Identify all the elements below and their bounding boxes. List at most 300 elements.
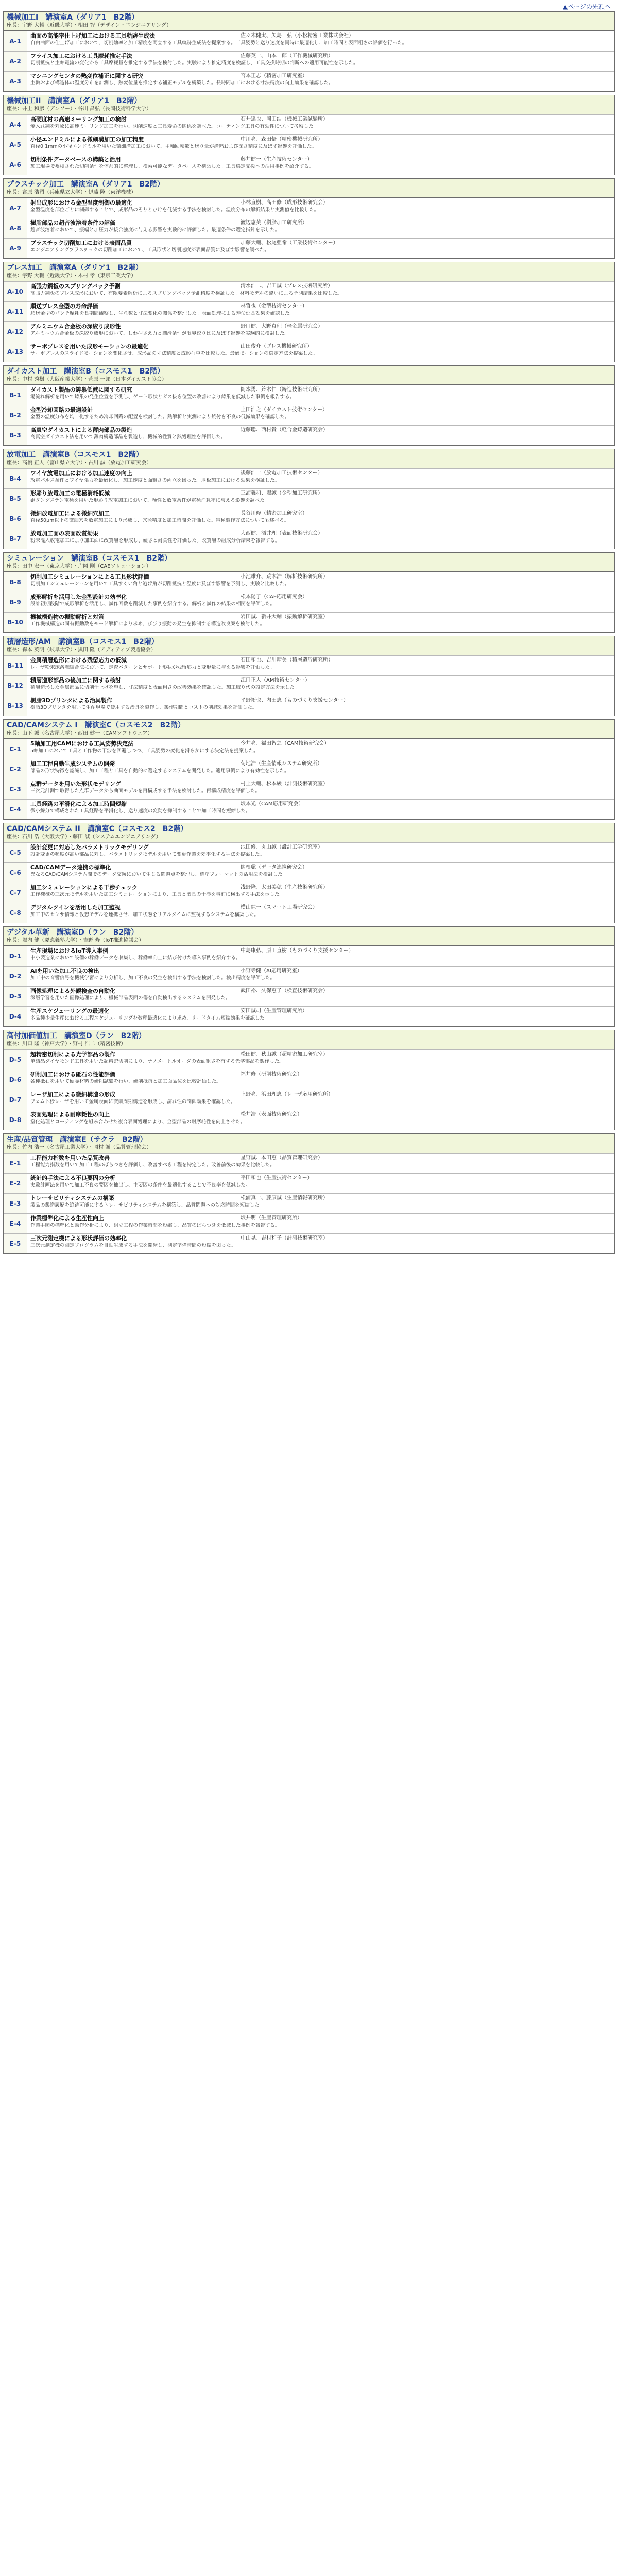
presentation-authors: 上野亮、浜田理恵（レーザ応用研究所） bbox=[241, 1092, 333, 1097]
presentation-title: 微細放電加工による微細穴加工 bbox=[30, 510, 110, 517]
presentation-number: E-5 bbox=[4, 1234, 27, 1253]
presentation-authors: 坂本光（CAM応用研究会） bbox=[241, 801, 304, 807]
presentation-row bbox=[4, 1153, 614, 1173]
presentation-body bbox=[27, 1050, 614, 1070]
presentation-body bbox=[27, 779, 614, 799]
presentation-authors: 野口健、大野真理（軽金属研究会） bbox=[241, 324, 323, 329]
presentation-abstract: 実験計画法を用いて加工不良の要因を抽出し、主要因の条件を最適化することで不良率を低減した。 bbox=[30, 1182, 251, 1188]
presentation-body bbox=[27, 1070, 614, 1090]
presentation-heading bbox=[30, 73, 611, 80]
session-header bbox=[4, 1030, 614, 1049]
session-block bbox=[3, 262, 615, 362]
presentation-authors: 三浦義和、堀誠（金型加工研究所） bbox=[241, 490, 323, 496]
presentation-abstract: 設計初期段階で成形解析を活用し、試作回数を削減した事例を紹介する。解析と試作の結果の相関を評価した。 bbox=[30, 601, 276, 607]
presentation-row bbox=[4, 71, 614, 91]
presentation-heading bbox=[30, 427, 611, 434]
presentation-body bbox=[27, 967, 614, 986]
session-title: ダイカスト加工 講演室B（コスモス1 B2階） bbox=[7, 367, 165, 376]
presentation-heading bbox=[30, 470, 611, 477]
presentation-number: A-10 bbox=[4, 282, 27, 301]
presentation-row bbox=[4, 218, 614, 238]
presentation-authors: 中島康弘、原田直樹（ものづくり支援センター） bbox=[241, 948, 354, 954]
presentation-number: A-11 bbox=[4, 302, 27, 321]
session-list bbox=[3, 11, 615, 1254]
presentation-row bbox=[4, 405, 614, 425]
session-title: CAD/CAMシステム II 講演室C（コスモス2 B2階） bbox=[7, 825, 188, 833]
presentation-authors: 佐々木健太、矢島一弘（小松精密工業株式会社） bbox=[241, 33, 354, 39]
presentation-title: AIを用いた加工不良の検出 bbox=[30, 968, 99, 974]
presentation-abstract: 加工中のセンサ情報と仮想モデルを連携させ、加工状態をリアルタイムに監視するシステムを構築した。 bbox=[30, 912, 259, 918]
presentation-abstract: 深層学習を用いた画像処理により、機械部品表面の傷を自動検出するシステムを開発した。 bbox=[30, 995, 231, 1001]
session-title: プレス加工 講演室A（ダリア1 B2階） bbox=[7, 264, 143, 272]
presentation-body bbox=[27, 385, 614, 405]
presentation-body bbox=[27, 800, 614, 819]
presentation-abstract: 各種砥石を用いて硬脆材料の研削試験を行い、研削抵抗と加工面品位を比較評価した。 bbox=[30, 1079, 221, 1084]
presentation-body bbox=[27, 198, 614, 218]
session-chair: 座長：森本 英明（岐阜大学）・黒田 隆（アディティブ製造協会） bbox=[7, 647, 156, 653]
presentation-number: B-3 bbox=[4, 426, 27, 445]
back-to-top-link[interactable]: ▲ページの先頭へ bbox=[563, 3, 611, 10]
presentation-title: 金属積層造形における残留応力の低減 bbox=[30, 657, 127, 664]
presentation-row bbox=[4, 966, 614, 986]
presentation-heading bbox=[30, 884, 611, 891]
session-block bbox=[3, 823, 615, 923]
session-block bbox=[3, 926, 615, 1027]
presentation-heading bbox=[30, 594, 611, 601]
presentation-number: C-7 bbox=[4, 883, 27, 903]
presentation-authors: 大西健、酒井理（表面技術研究会） bbox=[241, 531, 323, 536]
presentation-abstract: 直径0.1mmの小径エンドミルを用いた微細溝加工において、主軸回転数と送り量が溝幅および深さ精度に及ぼす影響を評価した。 bbox=[30, 144, 317, 149]
presentation-abstract: 作業手順の標準化と動作分析により、組立工程の作業時間を短縮し、品質のばらつきを低減した事例を報告する。 bbox=[30, 1223, 280, 1228]
presentation-body bbox=[27, 135, 614, 155]
presentation-row bbox=[4, 759, 614, 779]
presentation-body bbox=[27, 1214, 614, 1233]
presentation-number: A-8 bbox=[4, 218, 27, 238]
presentation-body bbox=[27, 322, 614, 342]
session-block bbox=[3, 95, 615, 175]
presentation-number: D-3 bbox=[4, 987, 27, 1006]
session-title: 放電加工 講演室B（コスモス1 B2階） bbox=[7, 451, 143, 459]
presentation-number: B-6 bbox=[4, 509, 27, 529]
session-header bbox=[4, 720, 614, 739]
presentation-heading bbox=[30, 510, 611, 517]
presentation-title: 工具経路の平滑化による加工時間短縮 bbox=[30, 801, 127, 807]
presentation-number: B-13 bbox=[4, 696, 27, 716]
presentation-number: B-7 bbox=[4, 529, 27, 549]
session-header bbox=[4, 927, 614, 946]
presentation-title: 切削加工シミュレーションによる工具形状評価 bbox=[30, 573, 149, 580]
presentation-abstract: 積層造形した金属部品に切削仕上げを施し、寸法精度と表面粗さの改善効果を確認した。加工取り代の設定方法を示した。 bbox=[30, 685, 300, 690]
presentation-number: E-1 bbox=[4, 1154, 27, 1173]
presentation-row bbox=[4, 612, 614, 632]
presentation-body bbox=[27, 239, 614, 258]
presentation-row bbox=[4, 114, 614, 134]
presentation-heading bbox=[30, 199, 611, 207]
presentation-row bbox=[4, 1193, 614, 1213]
session-header bbox=[4, 823, 614, 842]
presentation-authors: 松浦真一、藤原誠（生産情報研究所） bbox=[241, 1195, 328, 1201]
presentation-abstract: 工程能力指数を用いて加工工程のばらつきを評価し、改善すべき工程を特定した。改善前後の効果を比較した。 bbox=[30, 1162, 275, 1168]
presentation-authors: 安田誠司（生産管理研究所） bbox=[241, 1008, 307, 1014]
presentation-title: 研削加工における砥石の性能評価 bbox=[30, 1071, 115, 1078]
presentation-body bbox=[27, 529, 614, 549]
session-header bbox=[4, 366, 614, 385]
presentation-title: 加工工程自動生成システムの開発 bbox=[30, 760, 115, 767]
presentation-heading bbox=[30, 136, 611, 143]
session-block bbox=[3, 1030, 615, 1130]
presentation-body bbox=[27, 52, 614, 71]
presentation-abstract: 工作機械構造の固有振動数をモード解析により求め、びびり振動の発生を抑制する構造改良案を検討した。 bbox=[30, 621, 265, 627]
session-title: 生産/品質管理 講演室E（サクラ B2階） bbox=[7, 1136, 147, 1144]
presentation-authors: 小野寺健（AI応用研究室） bbox=[241, 968, 302, 974]
presentation-abstract: 設計変更の頻度が高い部品に対し、パラメトリックモデルを用いて変更作業を効率化する手法を提案した。 bbox=[30, 852, 265, 857]
presentation-title: 超精密切削による光学部品の製作 bbox=[30, 1051, 115, 1058]
presentation-authors: 坂井明（生産管理研究所） bbox=[241, 1215, 302, 1221]
presentation-heading bbox=[30, 406, 611, 414]
session-title: デジタル革新 講演室D（ラン B2階） bbox=[7, 928, 139, 937]
session-chair: 座長：宇野 大輔（近畿大学）・木村 孝（東京工業大学） bbox=[7, 273, 136, 279]
presentation-authors: 今井亮、福田智之（CAM技術研究会） bbox=[241, 741, 330, 747]
presentation-title: 金型冷却回路の最適設計 bbox=[30, 406, 93, 413]
presentation-authors: 林哲也（金型技術センター） bbox=[241, 303, 307, 309]
presentation-number: D-6 bbox=[4, 1070, 27, 1090]
presentation-authors: 岩田誠、新井大輔（振動解析研究室） bbox=[241, 614, 328, 620]
presentation-row bbox=[4, 321, 614, 342]
presentation-heading bbox=[30, 801, 611, 808]
presentation-heading bbox=[30, 677, 611, 684]
presentation-heading bbox=[30, 1215, 611, 1222]
presentation-heading bbox=[30, 760, 611, 768]
presentation-heading bbox=[30, 1235, 611, 1242]
presentation-body bbox=[27, 676, 614, 696]
presentation-abstract: 放電パルス条件とワイヤ張力を最適化し、加工速度と面粗さの両立を図った。厚板加工における効果を検証した。 bbox=[30, 478, 280, 483]
presentation-row bbox=[4, 842, 614, 862]
presentation-number: A-13 bbox=[4, 342, 27, 362]
presentation-abstract: 湯流れ解析を用いて鋳巣の発生位置を予測し、ゲート形状とガス抜き位置の改善により鋳巣を低減した事例を報告する。 bbox=[30, 394, 295, 400]
session-title: プラスチック加工 講演室A（ダリア1 B2階） bbox=[7, 180, 164, 189]
presentation-abstract: 加工中の音響信号を機械学習により分析し、加工不良の発生を検出する手法を検討した。検出精度を評価した。 bbox=[30, 975, 276, 981]
presentation-heading bbox=[30, 1155, 611, 1162]
session-block bbox=[3, 636, 615, 716]
presentation-authors: 関根聡（データ連携研究会） bbox=[241, 865, 307, 870]
presentation-number: A-7 bbox=[4, 198, 27, 218]
session-chair: 座長：堀内 健（慶應義塾大学）・吉野 修（IoT推進協議会） bbox=[7, 938, 144, 943]
presentation-body bbox=[27, 489, 614, 509]
presentation-abstract: 三次元計測で取得した点群データから曲面モデルを再構成する手法を検討した。再構成精度を評価した。 bbox=[30, 788, 261, 794]
presentation-body bbox=[27, 572, 614, 592]
session-header bbox=[4, 449, 614, 468]
session-block bbox=[3, 719, 615, 820]
presentation-title: サーボプレスを用いた成形モーションの最適化 bbox=[30, 343, 149, 350]
presentation-heading bbox=[30, 968, 611, 975]
presentation-heading bbox=[30, 116, 611, 123]
session-header bbox=[4, 636, 614, 655]
presentation-heading bbox=[30, 947, 611, 955]
presentation-row bbox=[4, 342, 614, 362]
presentation-body bbox=[27, 1090, 614, 1110]
presentation-title: 生産現場におけるIoT導入事例 bbox=[30, 947, 109, 954]
session-header bbox=[4, 1134, 614, 1153]
presentation-heading bbox=[30, 1051, 611, 1058]
presentation-abstract: 多品種少量生産における工程スケジューリングを数理最適化により求め、リードタイム短縮効果を確認した。 bbox=[30, 1015, 270, 1021]
presentation-heading bbox=[30, 386, 611, 394]
presentation-abstract: 直径50μm以下の微細穴を放電加工により形成し、穴径精度と加工時間を評価した。電極製作方法についても述べる。 bbox=[30, 518, 289, 523]
presentation-row bbox=[4, 1049, 614, 1070]
presentation-number: B-4 bbox=[4, 469, 27, 488]
presentation-row bbox=[4, 655, 614, 675]
presentation-abstract: エンジニアリングプラスチックの切削加工において、工具形状と切削速度が表面品質に及ぼす影響を調べた。 bbox=[30, 247, 269, 253]
presentation-body bbox=[27, 946, 614, 966]
session-title: CAD/CAMシステム I 講演室C（コスモス2 B2階） bbox=[7, 721, 185, 730]
presentation-row bbox=[4, 1090, 614, 1110]
session-chair: 座長：田中 宏一（東京大学）・片岡 剛（CAEソリューション） bbox=[7, 564, 151, 569]
presentation-title: 射出成形における金型温度制御の最適化 bbox=[30, 199, 132, 206]
presentation-authors: 横山純一（スマート工場研究会） bbox=[241, 905, 318, 910]
presentation-authors: 石井達也、岡田浩（機械工業試験所） bbox=[241, 116, 328, 122]
presentation-authors: 岡本勇、鈴木仁（鋳造技術研究所） bbox=[241, 387, 323, 393]
presentation-abstract: アルミニウム合金板の深絞り成形において、しわ押さえ力と潤滑条件が限界絞り比に及ぼす影響を実験的に検討した。 bbox=[30, 331, 289, 336]
presentation-number: E-3 bbox=[4, 1194, 27, 1213]
presentation-abstract: 5軸加工において工具と工作物の干渉を回避しつつ、工具姿勢の変化を滑らかにする決定法を提案した。 bbox=[30, 748, 259, 754]
presentation-title: 積層造形部品の後加工に関する検討 bbox=[30, 677, 121, 684]
presentation-authors: 石田和也、吉川晴美（積層造形研究所） bbox=[241, 657, 333, 663]
presentation-body bbox=[27, 656, 614, 675]
presentation-body bbox=[27, 405, 614, 425]
presentation-row bbox=[4, 1006, 614, 1026]
presentation-number: B-1 bbox=[4, 385, 27, 405]
presentation-number: C-4 bbox=[4, 800, 27, 819]
presentation-body bbox=[27, 342, 614, 362]
presentation-abstract: レーザ粉末床溶融結合法において、走査パターンとサポート形状が残留応力と変形量に与える影響を評価した。 bbox=[30, 665, 275, 670]
presentation-authors: 武田裕、久保恵子（検査技術研究会） bbox=[241, 988, 328, 994]
presentation-row bbox=[4, 31, 614, 51]
presentation-row bbox=[4, 155, 614, 175]
presentation-title: 工程能力指数を用いた品質改善 bbox=[30, 1155, 110, 1161]
presentation-number: B-10 bbox=[4, 613, 27, 632]
presentation-title: 高張力鋼板のスプリングバック予測 bbox=[30, 283, 121, 290]
session-header bbox=[4, 553, 614, 572]
presentation-title: アルミニウム合金板の深絞り成形性 bbox=[30, 323, 121, 330]
presentation-number: A-3 bbox=[4, 72, 27, 91]
presentation-row bbox=[4, 986, 614, 1006]
presentation-heading bbox=[30, 32, 611, 40]
presentation-authors: 平田和也（生産技術センター） bbox=[241, 1175, 313, 1181]
presentation-body bbox=[27, 1007, 614, 1026]
presentation-row bbox=[4, 134, 614, 155]
presentation-authors: 小林直樹、高田修（成形技術研究会） bbox=[241, 200, 328, 206]
presentation-title: 5軸加工用CAMにおける工具姿勢決定法 bbox=[30, 740, 134, 747]
presentation-number: E-2 bbox=[4, 1174, 27, 1193]
presentation-authors: 山田俊介（プレス機械研究所） bbox=[241, 344, 313, 349]
presentation-row bbox=[4, 1213, 614, 1233]
presentation-abstract: 順送金型のパンチ摩耗を長期間観察し、生産数と寸法変化の関係を整理した。表面処理による寿命延長効果を確認した。 bbox=[30, 311, 295, 316]
presentation-abstract: 窒化処理とコーティングを組み合わせた複合表面処理により、金型部品の耐摩耗性を向上させた。 bbox=[30, 1119, 246, 1125]
presentation-number: C-8 bbox=[4, 903, 27, 923]
session-block bbox=[3, 1133, 615, 1254]
presentation-number: A-2 bbox=[4, 52, 27, 71]
presentation-abstract: 加工現場で蓄積された切削条件を体系的に整理し、検索可能なデータベースを構築した。工具選定支援への活用事例を紹介する。 bbox=[30, 164, 314, 170]
presentation-number: B-11 bbox=[4, 656, 27, 675]
presentation-row bbox=[4, 799, 614, 819]
session-chair: 座長：井上 和彦（デンソー）・谷川 昌弘（長岡技術科学大学） bbox=[7, 106, 152, 112]
presentation-number: A-6 bbox=[4, 155, 27, 175]
presentation-row bbox=[4, 1233, 614, 1253]
presentation-authors: 上田浩之（ダイカスト技術センター） bbox=[241, 407, 328, 413]
presentation-heading bbox=[30, 988, 611, 995]
presentation-authors: 中川亮、森田悟（精密機械研究所） bbox=[241, 137, 323, 142]
presentation-row bbox=[4, 1110, 614, 1130]
presentation-title: 放電加工面の表面改質効果 bbox=[30, 530, 98, 537]
presentation-body bbox=[27, 843, 614, 862]
presentation-row bbox=[4, 1070, 614, 1090]
presentation-body bbox=[27, 883, 614, 903]
presentation-authors: 星野誠、本田恵（品質管理研究会） bbox=[241, 1155, 323, 1161]
presentation-row bbox=[4, 301, 614, 321]
presentation-body bbox=[27, 1154, 614, 1173]
presentation-abstract: 高真空ダイカスト法を用いて薄肉構造部品を製造し、機械的性質と熱処理性を評価した。 bbox=[30, 434, 226, 440]
presentation-title: 形彫り放電加工の電極消耗低減 bbox=[30, 490, 110, 497]
presentation-title: プラスチック切削加工における表面品質 bbox=[30, 240, 132, 246]
presentation-heading bbox=[30, 657, 611, 664]
presentation-title: 統計的手法による不良要因の分析 bbox=[30, 1175, 115, 1181]
presentation-number: C-2 bbox=[4, 759, 27, 779]
presentation-title: 切削条件データベースの構築と活用 bbox=[30, 156, 121, 163]
session-block bbox=[3, 552, 615, 633]
presentation-number: D-2 bbox=[4, 967, 27, 986]
presentation-body bbox=[27, 1110, 614, 1130]
session-header bbox=[4, 179, 614, 198]
presentation-row bbox=[4, 696, 614, 716]
presentation-row bbox=[4, 739, 614, 759]
session-title: 高付加価値加工 講演室D（ラン B2階） bbox=[7, 1032, 146, 1040]
presentation-row bbox=[4, 862, 614, 883]
presentation-heading bbox=[30, 1195, 611, 1202]
presentation-heading bbox=[30, 697, 611, 704]
presentation-abstract: 切削抵抗と主軸電流の変化から工具摩耗量を推定する手法を検討した。実験により推定精度を検証し、工具交換時期の判断への適用可能性を示した。 bbox=[30, 60, 358, 66]
presentation-title: 加工シミュレーションによる干渉チェック bbox=[30, 884, 138, 891]
presentation-title: 機械構造物の振動解析と対策 bbox=[30, 614, 104, 620]
presentation-number: D-8 bbox=[4, 1110, 27, 1130]
presentation-authors: 江口正人（AM技術センター） bbox=[241, 677, 311, 683]
presentation-number: C-3 bbox=[4, 779, 27, 799]
presentation-body bbox=[27, 115, 614, 134]
presentation-authors: 池田修、丸山誠（設計工学研究室） bbox=[241, 844, 323, 850]
session-chair: 座長：宮原 浩司（兵庫県立大学）・伊藤 隆（東洋機械） bbox=[7, 190, 136, 195]
presentation-title: レーザ加工による微細構造の形成 bbox=[30, 1091, 115, 1098]
presentation-authors: 加藤大輔、松尾亜希（工業技術センター） bbox=[241, 240, 338, 246]
presentation-authors: 松本陽子（CAE応用研究会） bbox=[241, 594, 308, 600]
presentation-authors: 藤井健一（生産技術センター） bbox=[241, 157, 313, 162]
presentation-title: 樹脂3Dプリンタによる治具製作 bbox=[30, 697, 112, 704]
presentation-abstract: 三次元測定機の測定プログラムを自動生成する手法を開発し、測定準備時間の短縮を図った。 bbox=[30, 1243, 236, 1248]
presentation-title: 高真空ダイカストによる薄肉部品の製造 bbox=[30, 427, 132, 433]
presentation-number: D-5 bbox=[4, 1050, 27, 1070]
session-title: シミュレーション 講演室B（コスモス1 B2階） bbox=[7, 554, 171, 563]
presentation-heading bbox=[30, 303, 611, 310]
presentation-title: 表面処理による耐摩耗性の向上 bbox=[30, 1111, 110, 1118]
presentation-title: ダイカスト製品の鋳巣低減に関する研究 bbox=[30, 386, 132, 393]
presentation-authors: 宮本正志（精密加工研究室） bbox=[241, 73, 307, 79]
presentation-heading bbox=[30, 1091, 611, 1098]
presentation-number: D-4 bbox=[4, 1007, 27, 1026]
presentation-row bbox=[4, 425, 614, 445]
presentation-number: D-1 bbox=[4, 946, 27, 966]
presentation-authors: 佐藤英一、山本一郎（工作機械研究所） bbox=[241, 53, 333, 59]
presentation-row bbox=[4, 488, 614, 509]
presentation-title: 曲面の高能率仕上げ加工における工具軌跡生成法 bbox=[30, 32, 155, 39]
session-chair: 座長：中村 秀樹（大阪産業大学）・菅原 一郎（日本ダイカスト協会） bbox=[7, 377, 167, 382]
presentation-body bbox=[27, 72, 614, 91]
presentation-title: 設計変更に対応したパラメトリックモデリング bbox=[30, 844, 149, 851]
session-header bbox=[4, 262, 614, 281]
presentation-row bbox=[4, 572, 614, 592]
presentation-authors: 菊地浩（生産情報システム研究所） bbox=[241, 761, 322, 767]
presentation-heading bbox=[30, 614, 611, 621]
presentation-abstract: 微小線分で構成された工具経路を平滑化し、送り速度の変動を抑制することで加工時間を短縮した。 bbox=[30, 808, 251, 814]
presentation-body bbox=[27, 903, 614, 923]
presentation-heading bbox=[30, 781, 611, 788]
presentation-number: A-12 bbox=[4, 322, 27, 342]
presentation-heading bbox=[30, 530, 611, 537]
presentation-heading bbox=[30, 240, 611, 247]
presentation-authors: 福井修（研削技術研究会） bbox=[241, 1072, 302, 1077]
presentation-title: 三次元測定機による形状評価の効率化 bbox=[30, 1235, 127, 1242]
presentation-heading bbox=[30, 323, 611, 330]
session-block bbox=[3, 178, 615, 259]
presentation-title: 点群データを用いた形状モデリング bbox=[30, 781, 121, 787]
presentation-heading bbox=[30, 1175, 611, 1182]
presentation-number: C-5 bbox=[4, 843, 27, 862]
presentation-heading bbox=[30, 156, 611, 163]
session-block bbox=[3, 11, 615, 92]
presentation-heading bbox=[30, 1111, 611, 1118]
presentation-number: B-5 bbox=[4, 489, 27, 509]
presentation-abstract: 製品の製造履歴を追跡可能にするトレーサビリティシステムを構築し、品質問題への対応時間を短縮した。 bbox=[30, 1202, 265, 1208]
presentation-authors: 渡辺恵美（樹脂加工研究所） bbox=[241, 220, 307, 226]
presentation-title: 樹脂部品の超音波溶着条件の評価 bbox=[30, 219, 115, 226]
session-block bbox=[3, 365, 615, 446]
presentation-abstract: 自由曲面の仕上げ加工において、切削効率と加工精度を両立する工具軌跡生成法を提案する。工具姿勢と送り速度を同時に最適化し、加工時間と表面粗さの評価を行った。 bbox=[30, 40, 407, 46]
presentation-authors: 村上大輔、杉本綾（計測技術研究室） bbox=[241, 781, 328, 787]
presentation-row bbox=[4, 779, 614, 799]
presentation-body bbox=[27, 1194, 614, 1213]
presentation-heading bbox=[30, 283, 611, 290]
presentation-body bbox=[27, 155, 614, 175]
presentation-body bbox=[27, 469, 614, 488]
presentation-number: A-9 bbox=[4, 239, 27, 258]
session-header bbox=[4, 95, 614, 114]
presentation-abstract: 銅タングステン電極を用いた形彫り放電加工において、極性と放電条件が電極消耗率に与える影響を調べた。 bbox=[30, 498, 270, 503]
presentation-row bbox=[4, 529, 614, 549]
presentation-number: E-4 bbox=[4, 1214, 27, 1233]
presentation-body bbox=[27, 696, 614, 716]
session-title: 機械加工I 講演室A（ダリア1 B2階） bbox=[7, 13, 139, 22]
session-title: 機械加工II 講演室A（ダリア1 B2階） bbox=[7, 97, 142, 105]
presentation-body bbox=[27, 613, 614, 632]
presentation-number: A-1 bbox=[4, 31, 27, 51]
presentation-abstract: フェムト秒レーザを用いて金属表面に微細周期構造を形成し、濡れ性の制御効果を確認した。 bbox=[30, 1099, 236, 1105]
presentation-title: デジタルツインを活用した加工監視 bbox=[30, 904, 121, 911]
presentation-abstract: 焼入れ鋼を対象に高速ミーリング加工を行い、切削速度と工具寿命の関係を調べた。コーティング工具の有効性について考察した。 bbox=[30, 124, 319, 129]
presentation-authors: 後藤浩一（放電加工技術センター） bbox=[241, 470, 323, 476]
presentation-authors: 長谷川修（精密加工研究室） bbox=[241, 511, 307, 516]
session-chair: 座長：川口 隆（神戸大学）・野村 浩二（精密技術） bbox=[7, 1041, 126, 1047]
presentation-body bbox=[27, 31, 614, 51]
presentation-authors: 平野拓也、内田恵（ものづくり支援センター） bbox=[241, 698, 349, 703]
presentation-authors: 小池雄介、荒木浩（解析技術研究所） bbox=[241, 574, 328, 580]
presentation-authors: 松井浩（表面技術研究会） bbox=[241, 1112, 302, 1117]
presentation-authors: 近藤聡、西村貴（軽合金鋳造研究会） bbox=[241, 427, 328, 433]
